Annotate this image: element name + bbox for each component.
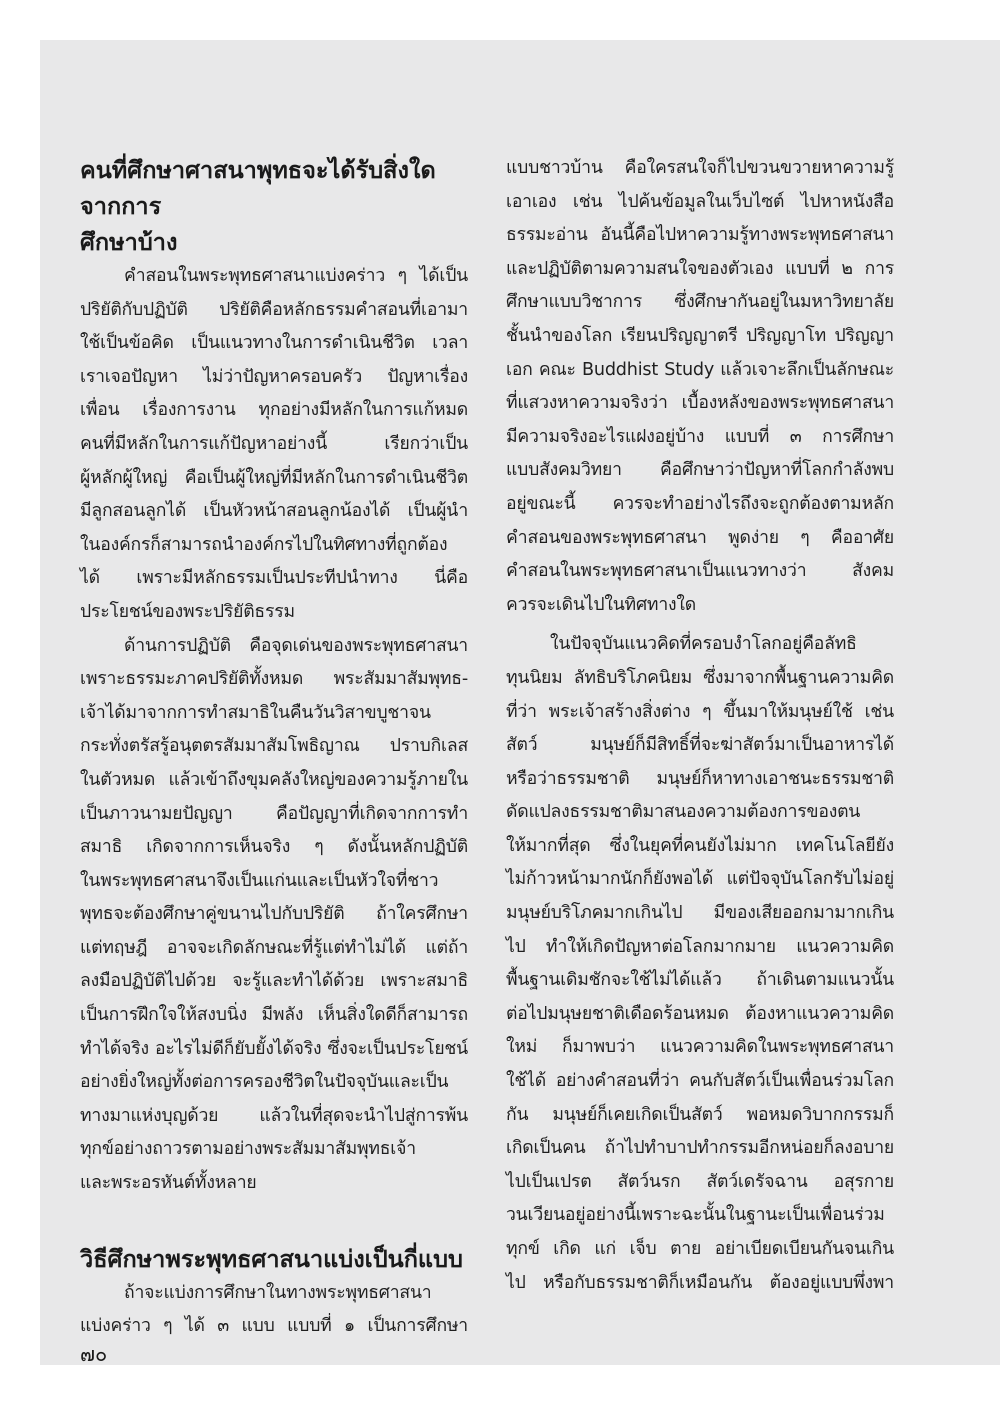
text-line: เพราะธรรมะภาคปริยัติทั้งหมด พระสัมมาสัมพุทธ- xyxy=(80,669,468,690)
text-line: ประโยชน์ของพระปริยัติธรรม xyxy=(80,601,295,622)
text-line: และพระอรหันต์ทั้งหลาย xyxy=(80,1173,257,1194)
text-line: คนที่มีหลักในการแก้ปัญหาอย่างนี้ เรียกว่าเป็น xyxy=(80,433,468,454)
left-column xyxy=(80,152,468,1344)
page xyxy=(40,40,1000,1365)
text-line: วนเวียนอยู่อย่างนี้เพราะฉะนั้นในฐานะเป็นเพื่อนร่วม xyxy=(506,1205,885,1226)
text-line: ลงมือปฏิบัติไปด้วย จะรู้และทำได้ด้วย เพราะสมาธิ xyxy=(80,971,468,992)
text-line: หรือว่าธรรมชาติ มนุษย์ก็หาทางเอาชนะธรรมชาติ xyxy=(506,768,894,789)
section-heading-study-methods: วิธีศึกษาพระพุทธศาสนาแบ่งเป็นกี่แบบ xyxy=(80,1244,463,1273)
page-number: ๗๐ xyxy=(80,1342,108,1366)
text-line: ในปัจจุบันแนวคิดที่ครอบงำโลกอยู่คือลัทธิ xyxy=(550,634,857,655)
text-line: ศึกษาแบบวิชาการ ซึ่งศึกษากันอยู่ในมหาวิทยาลัย xyxy=(506,292,894,313)
text-line: อยู่ขณะนี้ ควรจะทำอย่างไรถึงจะถูกต้องตามหลัก xyxy=(506,493,894,514)
text-line: คำสอนของพระพุทธศาสนา พูดง่าย ๆ คืออาศัย xyxy=(506,527,894,548)
text-line: คำสอนในพระพุทธศาสนาเป็นแนวทางว่า สังคม xyxy=(506,561,894,582)
text-line: มีลูกสอนลูกได้ เป็นหัวหน้าสอนลูกน้องได้ เป็นผู้นำ xyxy=(80,501,468,522)
text-line: เพื่อน เรื่องการงาน ทุกอย่างมีหลักในการแก้หมด xyxy=(80,400,468,421)
text-line: ธรรมะอ่าน อันนี้คือไปหาความรู้ทางพระพุทธศาสนา xyxy=(506,225,894,246)
text-line: ที่ว่า พระเจ้าสร้างสิ่งต่าง ๆ ขึ้นมาให้มนุษย์ใช้ เช่น xyxy=(506,701,894,722)
text-line: คำสอนในพระพุทธศาสนาแบ่งคร่าว ๆ ได้เป็น xyxy=(124,266,468,286)
text-line: สมาธิ เกิดจากการเห็นจริง ๆ ดังนั้นหลักปฏิบัติ xyxy=(80,837,468,858)
text-line: ที่แสวงหาความจริงว่า เบื้องหลังของพระพุทธศาสนา xyxy=(506,393,894,414)
text-line: ชั้นนำของโลก เรียนปริญญาตรี ปริญญาโท ปริญญา xyxy=(506,325,894,346)
text-line: เป็นการฝึกใจให้สงบนิ่ง มีพลัง เห็นสิ่งใดดีก็สามารถ xyxy=(80,1005,468,1026)
paragraph-patipatti xyxy=(80,630,468,1201)
text-line: เอก คณะ Buddhist Study แล้วเจาะลึกเป็นลักษณะ xyxy=(506,359,894,380)
paragraph-study-types xyxy=(506,152,894,622)
text-line: มีความจริงอะไรแฝงอยู่บ้าง แบบที่ ๓ การศึกษา xyxy=(506,426,894,447)
text-line: แบบชาวบ้าน คือใครสนใจก็ไปขวนขวายหาความรู้ xyxy=(506,158,894,178)
text-line: มนุษย์บริโภคมากเกินไป มีของเสียออกมามากเกิน xyxy=(506,903,894,924)
text-line: ทำได้จริง อะไรไม่ดีก็ยับยั้งได้จริง ซึ่งจะเป็นประโยชน์ xyxy=(80,1038,468,1059)
text-line: แต่ทฤษฎี อาจจะเกิดลักษณะที่รู้แต่ทำไม่ได้ แต่ถ้า xyxy=(80,937,468,958)
text-line: ผู้หลักผู้ใหญ่ คือเป็นผู้ใหญ่ที่มีหลักในการดำเนินชีวิต xyxy=(80,467,468,488)
text-line: ด้านการปฏิบัติ คือจุดเด่นของพระพุทธศาสนา xyxy=(124,635,468,656)
text-line: เกิดเป็นคน ถ้าไปทำบาปทำกรรมอีกหน่อยก็ลงอบาย xyxy=(506,1138,894,1159)
text-line: ปริยัติกับปฏิบัติ ปริยัติคือหลักธรรมคำสอนที่เอามา xyxy=(80,299,468,320)
heading-line: ศึกษาบ้าง xyxy=(80,228,178,256)
text-line: ควรจะเดินไปในทิศทางใด xyxy=(506,594,697,615)
text-line: ทางมาแห่งบุญด้วย แล้วในที่สุดจะนำไปสู่การพ้น xyxy=(80,1105,468,1126)
text-line: ดัดแปลงธรรมชาติมาสนองความต้องการของตน xyxy=(506,802,861,823)
text-line: ใช้ได้ อย่างคำสอนที่ว่า คนกับสัตว์เป็นเพื่อนร่วมโลก xyxy=(506,1071,894,1092)
text-line: อย่างยิ่งใหญ่ทั้งต่อการครองชีวิตในปัจจุบันและเป็น xyxy=(80,1072,449,1093)
text-line: เอาเอง เช่น ไปค้นข้อมูลในเว็บไซต์ ไปหาหนังสือ xyxy=(506,191,894,212)
text-line: ให้มากที่สุด ซึ่งในยุคที่คนยังไม่มาก เทคโนโลยียัง xyxy=(506,835,894,856)
text-line: พื้นฐานเดิมชักจะใช้ไม่ได้แล้ว ถ้าเดินตามแนวนั้น xyxy=(506,970,894,991)
text-line: เป็นภาวนามยปัญญา คือปัญญาที่เกิดจากการทำ xyxy=(80,803,468,824)
text-line: ถ้าจะแบ่งการศึกษาในทางพระพุทธศาสนา xyxy=(124,1282,432,1303)
text-line: ทุนนิยม ลัทธิบริโภคนิยม ซึ่งมาจากพื้นฐานความคิด xyxy=(506,667,894,688)
section-heading-benefits xyxy=(80,152,468,260)
text-line: และปฏิบัติตามความสนใจของตัวเอง แบบที่ ๒ การ xyxy=(506,258,894,279)
text-line: กัน มนุษย์ก็เคยเกิดเป็นสัตว์ พอหมดวิบากกรรมก็ xyxy=(506,1104,894,1125)
text-line: ไป ทำให้เกิดปัญหาต่อโลกมากมาย แนวความคิด xyxy=(506,936,894,957)
section-gap xyxy=(80,1201,468,1241)
text-line: กระทั่งตรัสรู้อนุตตรสัมมาสัมโพธิญาณ ปราบกิเลส xyxy=(80,736,468,757)
text-line: ไป หรือกับธรรมชาติก็เหมือนกัน ต้องอยู่แบบพึ่งพา xyxy=(506,1272,894,1293)
text-line: ในองค์กรก็สามารถนำองค์กรไปในทิศทางที่ถูกต้อง xyxy=(80,534,448,555)
text-line: ทุกข์อย่างถาวรตามอย่างพระสัมมาสัมพุทธเจ้า xyxy=(80,1139,416,1160)
text-line: ไปเป็นเปรต สัตว์นรก สัตว์เดรัจฉาน อสุรกาย xyxy=(506,1171,894,1192)
paragraph-consumerism xyxy=(506,628,894,1300)
text-line: ไม่ก้าวหน้ามากนักก็ยังพอได้ แต่ปัจจุบันโลกรับไม่อยู่ xyxy=(506,869,894,890)
text-line: แบ่งคร่าว ๆ ได้ ๓ แบบ แบบที่ ๑ เป็นการศึกษา xyxy=(80,1316,468,1337)
text-line: พุทธจะต้องศึกษาคู่ขนานไปกับปริยัติ ถ้าใครศึกษา xyxy=(80,904,468,925)
text-line: เจ้าได้มาจากการทำสมาธิในคืนวันวิสาขบูชาจน xyxy=(80,702,431,723)
text-line: เราเจอปัญหา ไม่ว่าปัญหาครอบครัว ปัญหาเรื่อง xyxy=(80,366,468,387)
text-line: สัตว์ มนุษย์ก็มีสิทธิ์ที่จะฆ่าสัตว์มาเป็นอาหารได้ xyxy=(506,735,894,756)
paragraph-pariyatti xyxy=(80,260,468,630)
text-line: ในพระพุทธศาสนาจึงเป็นแก่นและเป็นหัวใจที่ชาว xyxy=(80,870,439,891)
paragraph-study-methods-intro xyxy=(80,1277,468,1344)
right-column xyxy=(506,152,894,1300)
text-line: ต่อไปมนุษยชาติเดือดร้อนหมด ต้องหาแนวความคิด xyxy=(506,1003,894,1024)
text-line: ใช้เป็นข้อคิด เป็นแนวทางในการดำเนินชีวิต เวลา xyxy=(80,333,468,354)
text-line: ใหม่ ก็มาพบว่า แนวความคิดในพระพุทธศาสนา xyxy=(506,1037,894,1058)
text-line: ในตัวหมด แล้วเข้าถึงขุมคลังใหญ่ของความรู้ภายใน xyxy=(80,769,468,790)
text-line: แบบสังคมวิทยา คือศึกษาว่าปัญหาที่โลกกำลังพบ xyxy=(506,460,894,481)
text-line: ทุกข์ เกิด แก่ เจ็บ ตาย อย่าเบียดเบียนกันจนเกิน xyxy=(506,1239,894,1259)
heading-line: คนที่ศึกษาศาสนาพุทธจะได้รับสิ่งใดจากการ xyxy=(80,156,436,220)
text-line: ได้ เพราะมีหลักธรรมเป็นประทีปนำทาง นี่คือ xyxy=(80,568,468,589)
